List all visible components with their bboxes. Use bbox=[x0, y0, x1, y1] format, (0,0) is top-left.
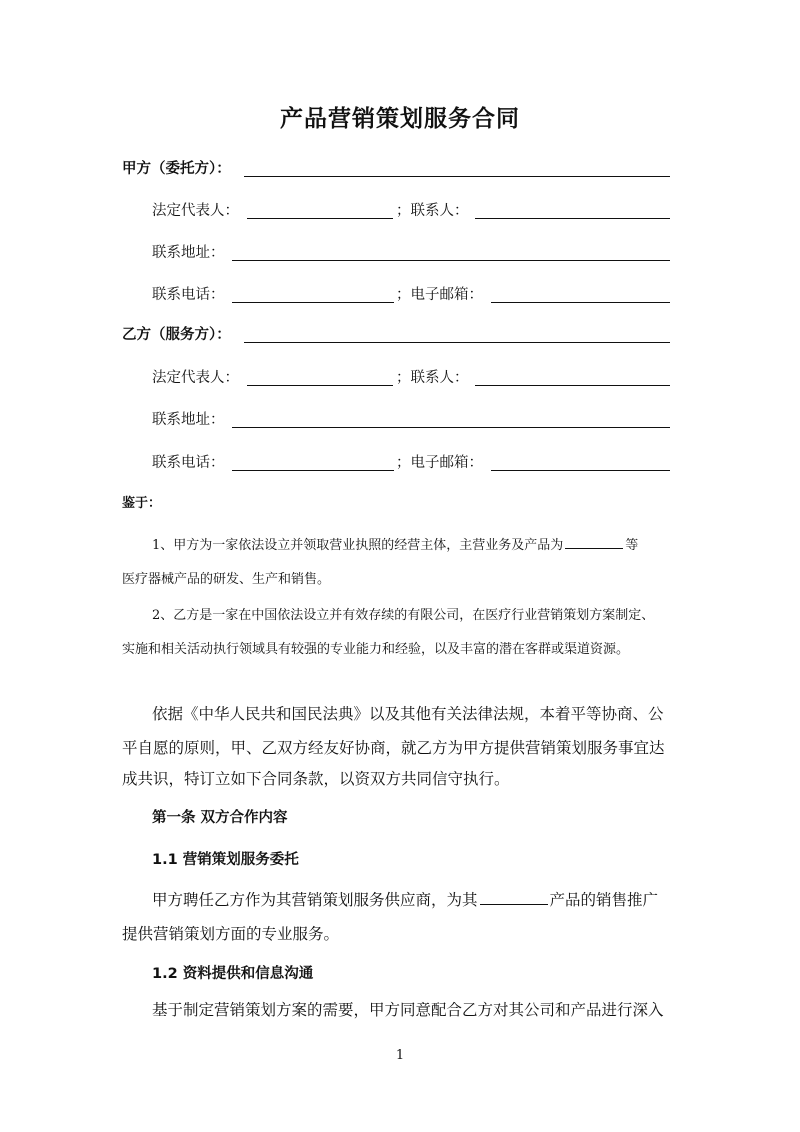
section-1-1-heading: 1.1 营销策划服务委托 bbox=[152, 852, 299, 868]
basis-line-3: 成共识，特订立如下合同条款，以资双方共同信守执行。 bbox=[122, 770, 510, 788]
party-b-email-label: ；电子邮箱： bbox=[396, 455, 483, 471]
section-1-2-heading: 1.2 资料提供和信息沟通 bbox=[152, 966, 314, 982]
party-a-contact-field[interactable] bbox=[475, 218, 670, 219]
party-a-phone-label: 联系电话： bbox=[152, 287, 225, 303]
party-a-rep-label: 法定代表人： bbox=[152, 203, 239, 219]
product-name-blank[interactable] bbox=[480, 903, 548, 905]
party-b-label: 乙方（服务方）： bbox=[122, 327, 231, 343]
party-b-rep-label: 法定代表人： bbox=[152, 370, 239, 386]
party-b-rep-field[interactable] bbox=[247, 385, 393, 386]
whereas-item-1-text: 1、甲方为一家依法设立并领取营业执照的经营主体，主营业务及产品为 bbox=[152, 538, 564, 553]
party-a-email-label: ；电子邮箱： bbox=[396, 287, 483, 303]
whereas-item-1-line-2: 医疗器械产品的研发、生产和销售。 bbox=[122, 572, 331, 587]
party-b-email-field[interactable] bbox=[491, 470, 670, 471]
party-b-contact-label: ；联系人： bbox=[396, 370, 469, 386]
party-b-address-label: 联系地址： bbox=[152, 412, 225, 428]
party-b-phone-label: 联系电话： bbox=[152, 455, 225, 471]
party-a-contact-label: ；联系人： bbox=[396, 203, 469, 219]
section-1-1-text: 甲方聘任乙方作为其营销策划服务供应商，为其 bbox=[152, 891, 478, 909]
section-1-1-line-1 bbox=[152, 888, 658, 910]
whereas-item-1-line-1 bbox=[152, 534, 638, 553]
basis-line-2: 平自愿的原则，甲、乙双方经友好协商，就乙方为甲方提供营销策划服务事宜达 bbox=[122, 739, 665, 757]
party-a-name-field[interactable] bbox=[244, 176, 670, 177]
party-a-rep-field[interactable] bbox=[247, 218, 393, 219]
party-a-phone-field[interactable] bbox=[232, 302, 394, 303]
main-product-blank[interactable] bbox=[565, 547, 623, 549]
party-b-address-field[interactable] bbox=[232, 427, 670, 428]
whereas-heading: 鉴于： bbox=[122, 496, 162, 511]
whereas-item-2-line-1: 2、乙方是一家在中国依法设立并有效存续的有限公司，在医疗行业营销策划方案制定、 bbox=[152, 608, 655, 623]
basis-line-1: 依据《中华人民共和国民法典》以及其他有关法律法规，本着平等协商、公 bbox=[152, 705, 664, 723]
article-1-heading: 第一条 双方合作内容 bbox=[152, 810, 288, 826]
page-number: 1 bbox=[395, 1048, 405, 1063]
party-b-name-field[interactable] bbox=[244, 342, 670, 343]
section-1-2-line-1: 基于制定营销策划方案的需要，甲方同意配合乙方对其公司和产品进行深入 bbox=[152, 1001, 664, 1019]
party-b-phone-field[interactable] bbox=[232, 470, 394, 471]
whereas-item-2-line-2: 实施和相关活动执行领域具有较强的专业能力和经验，以及丰富的潜在客群或渠道资源。 bbox=[122, 642, 630, 657]
whereas-item-1-suffix: 等 bbox=[625, 538, 639, 553]
section-1-1-line-2: 提供营销策划方面的专业服务。 bbox=[122, 925, 340, 943]
party-a-email-field[interactable] bbox=[491, 302, 670, 303]
section-1-1-suffix: 产品的销售推广 bbox=[549, 891, 659, 909]
document-title: 产品营销策划服务合同 bbox=[280, 106, 520, 132]
party-a-label: 甲方（委托方）： bbox=[122, 161, 231, 177]
party-b-contact-field[interactable] bbox=[475, 385, 670, 386]
party-a-address-field[interactable] bbox=[232, 260, 670, 261]
party-a-address-label: 联系地址： bbox=[152, 245, 225, 261]
